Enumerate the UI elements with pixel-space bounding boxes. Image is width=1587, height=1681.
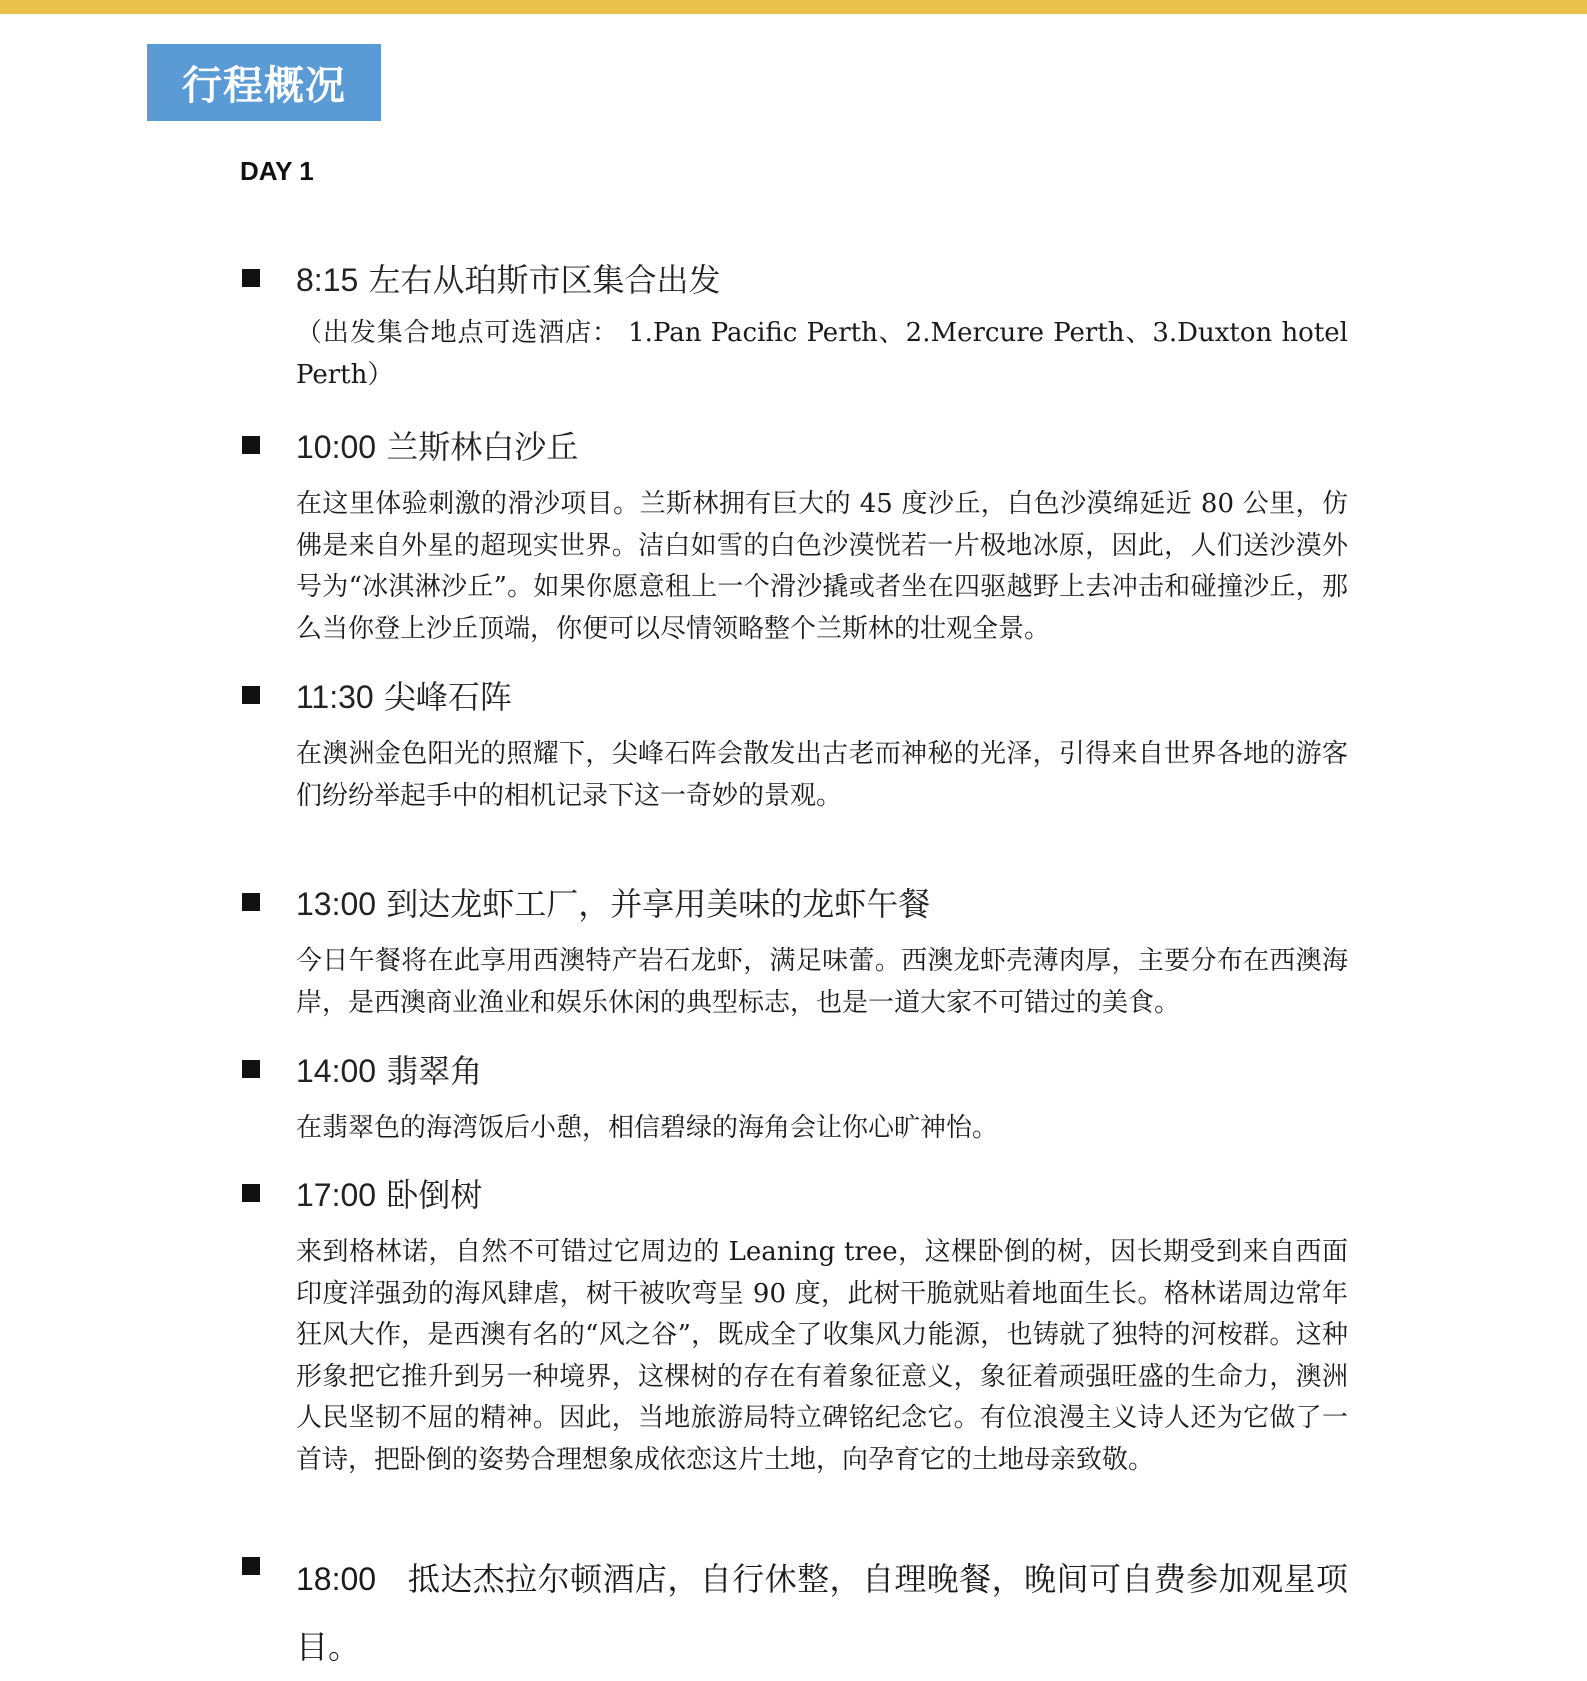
day-label: DAY 1 [240, 156, 314, 186]
item-title [296, 1046, 482, 1092]
square-bullet-icon [242, 1184, 260, 1202]
item-title [296, 255, 720, 301]
itinerary-item [240, 1048, 1348, 1150]
item-description: 在这里体验刺激的滑沙项目。兰斯林拥有巨大的 45 度沙丘，白色沙漠绵延近 80 公里，仿佛是来自外星的超现实世界。洁白如雪的白色沙漠恍若一片极地冰原，因此，人们送沙漠外号为“冰淇淋沙丘”。如果你愿意租上一个滑沙撬或者坐在四驱越野上去冲击和碰撞沙丘，那么当你登上沙丘顶端，你便可以尽情领略整个兰斯林的壮观全景。 [296, 489, 1348, 644]
item-time: 17:00 [296, 1177, 377, 1213]
item-title [296, 879, 930, 925]
square-bullet-icon [242, 1060, 260, 1078]
itinerary-item [240, 257, 1348, 396]
item-title [296, 672, 512, 718]
square-bullet-icon [242, 1557, 260, 1575]
square-bullet-icon [242, 893, 260, 911]
item-time: 10:00 [296, 429, 377, 465]
square-bullet-icon [242, 686, 260, 704]
item-title-text: 到达龙虾工厂，并享用美味的龙虾午餐 [386, 885, 931, 923]
item-time: 18:00 [296, 1561, 377, 1597]
item-description: 今日午餐将在此享用西澳特产岩石龙虾，满足味蕾。西澳龙虾壳薄肉厚，主要分布在西澳海岸，是西澳商业渔业和娱乐休闲的典型标志，也是一道大家不可错过的美食。 [296, 946, 1348, 1018]
square-bullet-icon [242, 269, 260, 287]
item-title-text: 兰斯林白沙丘 [386, 428, 579, 466]
item-header [240, 674, 1348, 716]
itinerary-item [240, 881, 1348, 1024]
item-time: 14:00 [296, 1053, 377, 1089]
item-description: 在澳洲金色阳光的照耀下，尖峰石阵会散发出古老而神秘的光泽，引得来自世界各地的游客们纷纷举起手中的相机记录下这一奇妙的景观。 [296, 739, 1348, 811]
item-description: 来到格林诺，自然不可错过它周边的 Leaning tree，这棵卧倒的树，因长期受到来自西面印度洋强劲的海风肆虐，树干被吹弯呈 90 度，此树干脆就贴着地面生长。格林诺周边常年狂风大作，是西澳有名的“风之谷”，既成全了收集风力能源，也铸就了独特的河桉群。这种形象把它推升到另一种境界，这棵树的存在有着象征意义，象征着顽强旺盛的生命力，澳洲人民坚韧不屈的精神。因此，当地旅游局特立碑铭纪念它。有位浪漫主义诗人还为它做了一首诗，把卧倒的姿势合理想象成依恋这片土地，向孕育它的土地母亲致敬。 [296, 1237, 1348, 1475]
item-title-text: 左右从珀斯市区集合出发 [368, 261, 721, 299]
item-time: 8:15 [296, 262, 359, 298]
square-bullet-icon [242, 436, 260, 454]
item-time: 11:30 [296, 679, 374, 715]
itinerary-item [240, 424, 1348, 650]
item-header [240, 257, 1348, 299]
item-header [240, 1048, 1348, 1090]
item-description: （出发集合地点可选酒店： 1.Pan Pacific Perth、2.Mercure Perth、3.Duxton hotel Perth） [296, 318, 1348, 390]
itinerary-item [240, 1172, 1348, 1481]
itinerary-item [240, 674, 1348, 817]
item-title-text: 翡翠角 [386, 1052, 483, 1090]
item-title [296, 1545, 1348, 1681]
itinerary-item [240, 1545, 1348, 1666]
item-time: 13:00 [296, 886, 377, 922]
item-description: 在翡翠色的海湾饭后小憩，相信碧绿的海角会让你心旷神怡。 [296, 1113, 999, 1143]
item-title-text: 尖峰石阵 [383, 678, 512, 716]
section-title: 行程概况 [147, 44, 381, 121]
top-accent-bar [0, 0, 1587, 14]
item-title-text: 卧倒树 [386, 1176, 483, 1214]
item-title-text: 抵达杰拉尔顿酒店，自行休整，自理晚餐，晚间可自费参加观星项目。 [296, 1560, 1348, 1666]
item-title [296, 1170, 482, 1216]
item-header [240, 1172, 1348, 1214]
item-header [240, 424, 1348, 466]
item-header [240, 881, 1348, 923]
item-title [296, 422, 578, 468]
